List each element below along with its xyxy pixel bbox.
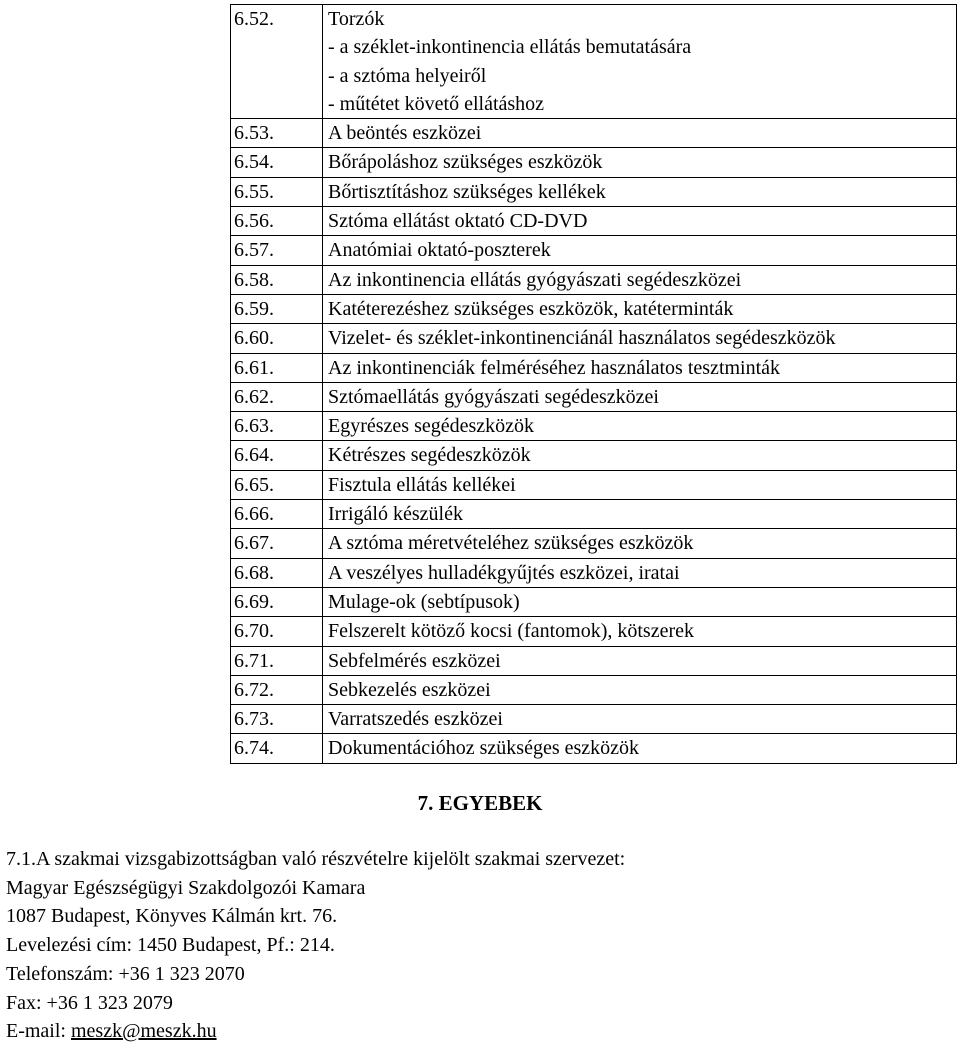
item-description [323,529,957,558]
contact-block [6,845,625,1046]
item-description [323,617,957,646]
item-description-line: Irrigáló készülék [328,503,463,526]
item-description-line: - a széklet-inkontinencia ellátás bemutatására [328,36,692,59]
item-description-line: Torzók [328,8,385,30]
item-description-line: Sebfelmérés eszközei [328,649,501,672]
phone-number: Telefonszám: +36 1 323 2070 [6,962,245,985]
item-description [323,500,957,529]
item-number: 6.57. [231,236,323,265]
email-link[interactable]: meszk@meszk.hu [70,1020,217,1043]
equipment-table [230,4,957,764]
table-row [231,294,957,323]
table-row [231,558,957,587]
item-description-line: Mulage-ok (sebtípusok) [328,590,520,613]
item-number: 6.55. [231,177,323,206]
item-description-line: Az inkontinencia ellátás gyógyászati segédeszközei [328,268,742,291]
item-description [323,470,957,499]
item-number: 6.53. [231,119,323,148]
item-number: 6.74. [231,734,323,763]
table-row [231,177,957,206]
item-description-line: Vizelet- és széklet-inkontinenciánál használatos segédeszközök [328,327,836,350]
item-description-line: A beöntés eszközei [328,122,482,145]
item-description [323,119,957,148]
table-row [231,382,957,411]
item-description-line: Varratszedés eszközei [328,708,503,731]
item-description-line: Sebkezelés eszközei [328,678,491,701]
item-description [323,705,957,734]
table-row [231,587,957,616]
item-description [323,294,957,323]
item-description-line: - a sztóma helyeiről [328,64,487,87]
item-number: 6.59. [231,294,323,323]
item-number: 6.71. [231,646,323,675]
table-row [231,412,957,441]
item-description [323,646,957,675]
item-description [323,587,957,616]
table-row [231,148,957,177]
item-description [323,177,957,206]
organization-name: Magyar Egészségügyi Szakdolgozói Kamara [6,876,366,899]
item-description [323,236,957,265]
table-row [231,353,957,382]
item-description [323,353,957,382]
table-row [231,441,957,470]
email-label: E-mail: [6,1020,71,1043]
table-row [231,617,957,646]
table-row [231,470,957,499]
email-line [6,1017,625,1046]
item-number: 6.69. [231,587,323,616]
item-description-line: Anatómiai oktató-poszterek [328,239,551,262]
equipment-table-body [231,5,957,764]
item-description-line: Dokumentációhoz szükséges eszközök [328,737,640,760]
table-row [231,207,957,236]
item-number: 6.72. [231,675,323,704]
table-row [231,500,957,529]
item-number: 6.60. [231,324,323,353]
item-number: 6.56. [231,207,323,236]
mailing-address: Levelezési cím: 1450 Budapest, Pf.: 214. [6,934,335,957]
item-number: 6.70. [231,617,323,646]
item-description-line: Egyrészes segédeszközök [328,415,535,438]
item-description [323,5,957,119]
fax-number: Fax: +36 1 323 2079 [6,991,173,1014]
item-number: 6.63. [231,412,323,441]
item-description [323,558,957,587]
item-number: 6.58. [231,265,323,294]
item-number: 6.67. [231,529,323,558]
section-title: 7. EGYEBEK [417,791,543,815]
item-number: 6.64. [231,441,323,470]
item-description-line: A sztóma méretvételéhez szükséges eszközök [328,532,694,555]
item-number: 6.62. [231,382,323,411]
table-row [231,236,957,265]
item-description [323,412,957,441]
item-number: 6.65. [231,470,323,499]
item-description-line: Sztóma ellátást oktató CD-DVD [328,210,588,233]
item-number: 6.52. [231,5,323,119]
item-number: 6.68. [231,558,323,587]
table-row [231,5,957,119]
item-number: 6.61. [231,353,323,382]
item-description [323,675,957,704]
item-description [323,207,957,236]
item-number: 6.54. [231,148,323,177]
item-description-line: - műtétet követő ellátáshoz [328,92,545,115]
item-description [323,265,957,294]
item-description [323,382,957,411]
table-row [231,529,957,558]
item-description [323,734,957,763]
table-row [231,675,957,704]
contact-intro: 7.1.A szakmai vizsgabizottságban való részvételre kijelölt szakmai szervezet: [6,848,626,870]
item-description-line: Felszerelt kötöző kocsi (fantomok), kötszerek [328,620,694,643]
table-row [231,119,957,148]
item-description [323,324,957,353]
item-description [323,441,957,470]
item-description [323,148,957,177]
item-description-line: Katéterezéshez szükséges eszközök, katéterminták [328,297,734,320]
item-description-line: Bőrápoláshoz szükséges eszközök [328,151,603,174]
table-row [231,324,957,353]
table-row [231,734,957,763]
item-description-line: Sztómaellátás gyógyászati segédeszközei [328,385,659,408]
item-description-line: Fisztula ellátás kellékei [328,473,516,496]
item-description-line: Az inkontinenciák felméréséhez használatos tesztminták [328,356,781,379]
table-row [231,265,957,294]
item-number: 6.73. [231,705,323,734]
table-row [231,646,957,675]
organization-address: 1087 Budapest, Könyves Kálmán krt. 76. [6,905,338,928]
item-number: 6.66. [231,500,323,529]
item-description-line: Bőrtisztításhoz szükséges kellékek [328,180,606,203]
item-description-line: A veszélyes hulladékgyűjtés eszközei, iratai [328,561,680,584]
table-row [231,705,957,734]
item-description-line: Kétrészes segédeszközök [328,444,531,467]
